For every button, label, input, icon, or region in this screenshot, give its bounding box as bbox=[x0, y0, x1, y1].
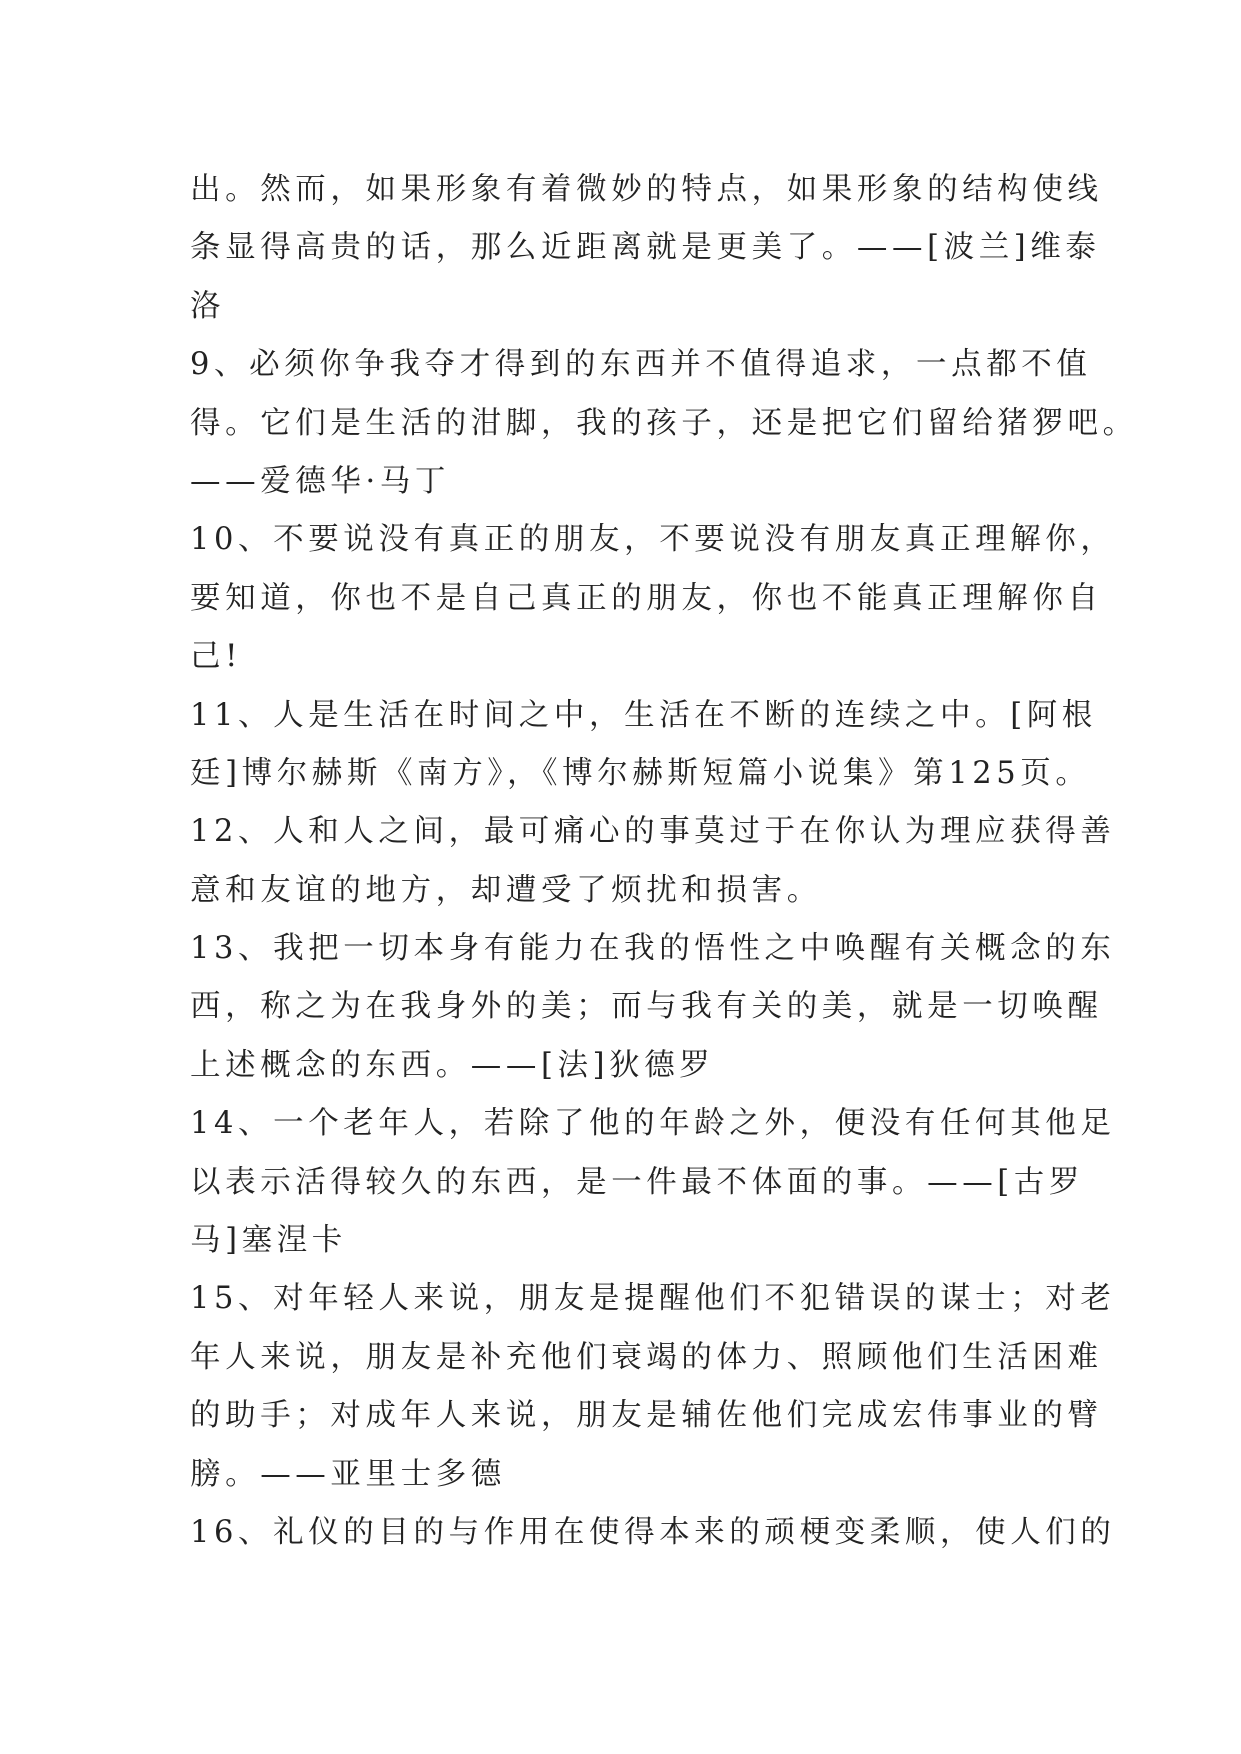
text-line: 条显得高贵的话，那么近距离就是更美了。——[波兰]维泰 bbox=[190, 230, 1101, 266]
text-line: 9、必须你争我夺才得到的东西并不值得追求，一点都不值 bbox=[190, 347, 1092, 383]
text-line: 10、不要说没有真正的朋友，不要说没有朋友真正理解你， bbox=[190, 522, 1116, 558]
text-line: 洛 bbox=[190, 288, 226, 324]
text-line: ——爱德华·马丁 bbox=[190, 463, 450, 499]
text-line: 出。然而，如果形象有着微妙的特点，如果形象的结构使线 bbox=[190, 172, 1103, 207]
text-line: 要知道，你也不是自己真正的朋友，你也不能真正理解你自 bbox=[190, 580, 1103, 616]
text-line: 12、人和人之间，最可痛心的事莫过于在你认为理应获得善 bbox=[190, 814, 1116, 850]
text-line: 年人来说，朋友是补充他们衰竭的体力、照顾他们生活困难 bbox=[190, 1339, 1103, 1375]
text-line: 16、礼仪的目的与作用在使得本来的顽梗变柔顺，使人们的 bbox=[190, 1514, 1116, 1550]
text-line: 马]塞涅卡 bbox=[190, 1223, 347, 1259]
text-line: 西，称之为在我身外的美；而与我有关的美，就是一切唤醒 bbox=[190, 989, 1103, 1025]
text-line: 15、对年轻人来说，朋友是提醒他们不犯错误的谋士；对老 bbox=[190, 1281, 1116, 1317]
document-body bbox=[190, 161, 1138, 1562]
text-line: 上述概念的东西。——[法]狄德罗 bbox=[190, 1047, 715, 1083]
text-line: 膀。——亚里士多德 bbox=[190, 1456, 506, 1492]
text-line: 得。它们是生活的泔脚，我的孩子，还是把它们留给猪猡吧。 bbox=[190, 405, 1138, 441]
text-line: 11、人是生活在时间之中，生活在不断的连续之中。[阿根 bbox=[190, 697, 1097, 733]
text-line: 意和友谊的地方，却遭受了烦扰和损害。 bbox=[190, 872, 822, 908]
text-line: 14、一个老年人，若除了他的年龄之外，便没有任何其他足 bbox=[190, 1106, 1116, 1142]
text-line: 己! bbox=[190, 639, 242, 675]
text-line: 13、我把一切本身有能力在我的悟性之中唤醒有关概念的东 bbox=[190, 931, 1116, 967]
text-line: 廷]博尔赫斯《南方》，《博尔赫斯短篇小说集》第125页。 bbox=[190, 755, 1091, 791]
text-line: 的助手；对成年人来说，朋友是辅佐他们完成宏伟事业的臂 bbox=[190, 1398, 1103, 1434]
text-line: 以表示活得较久的东西，是一件最不体面的事。——[古罗 bbox=[190, 1164, 1084, 1200]
